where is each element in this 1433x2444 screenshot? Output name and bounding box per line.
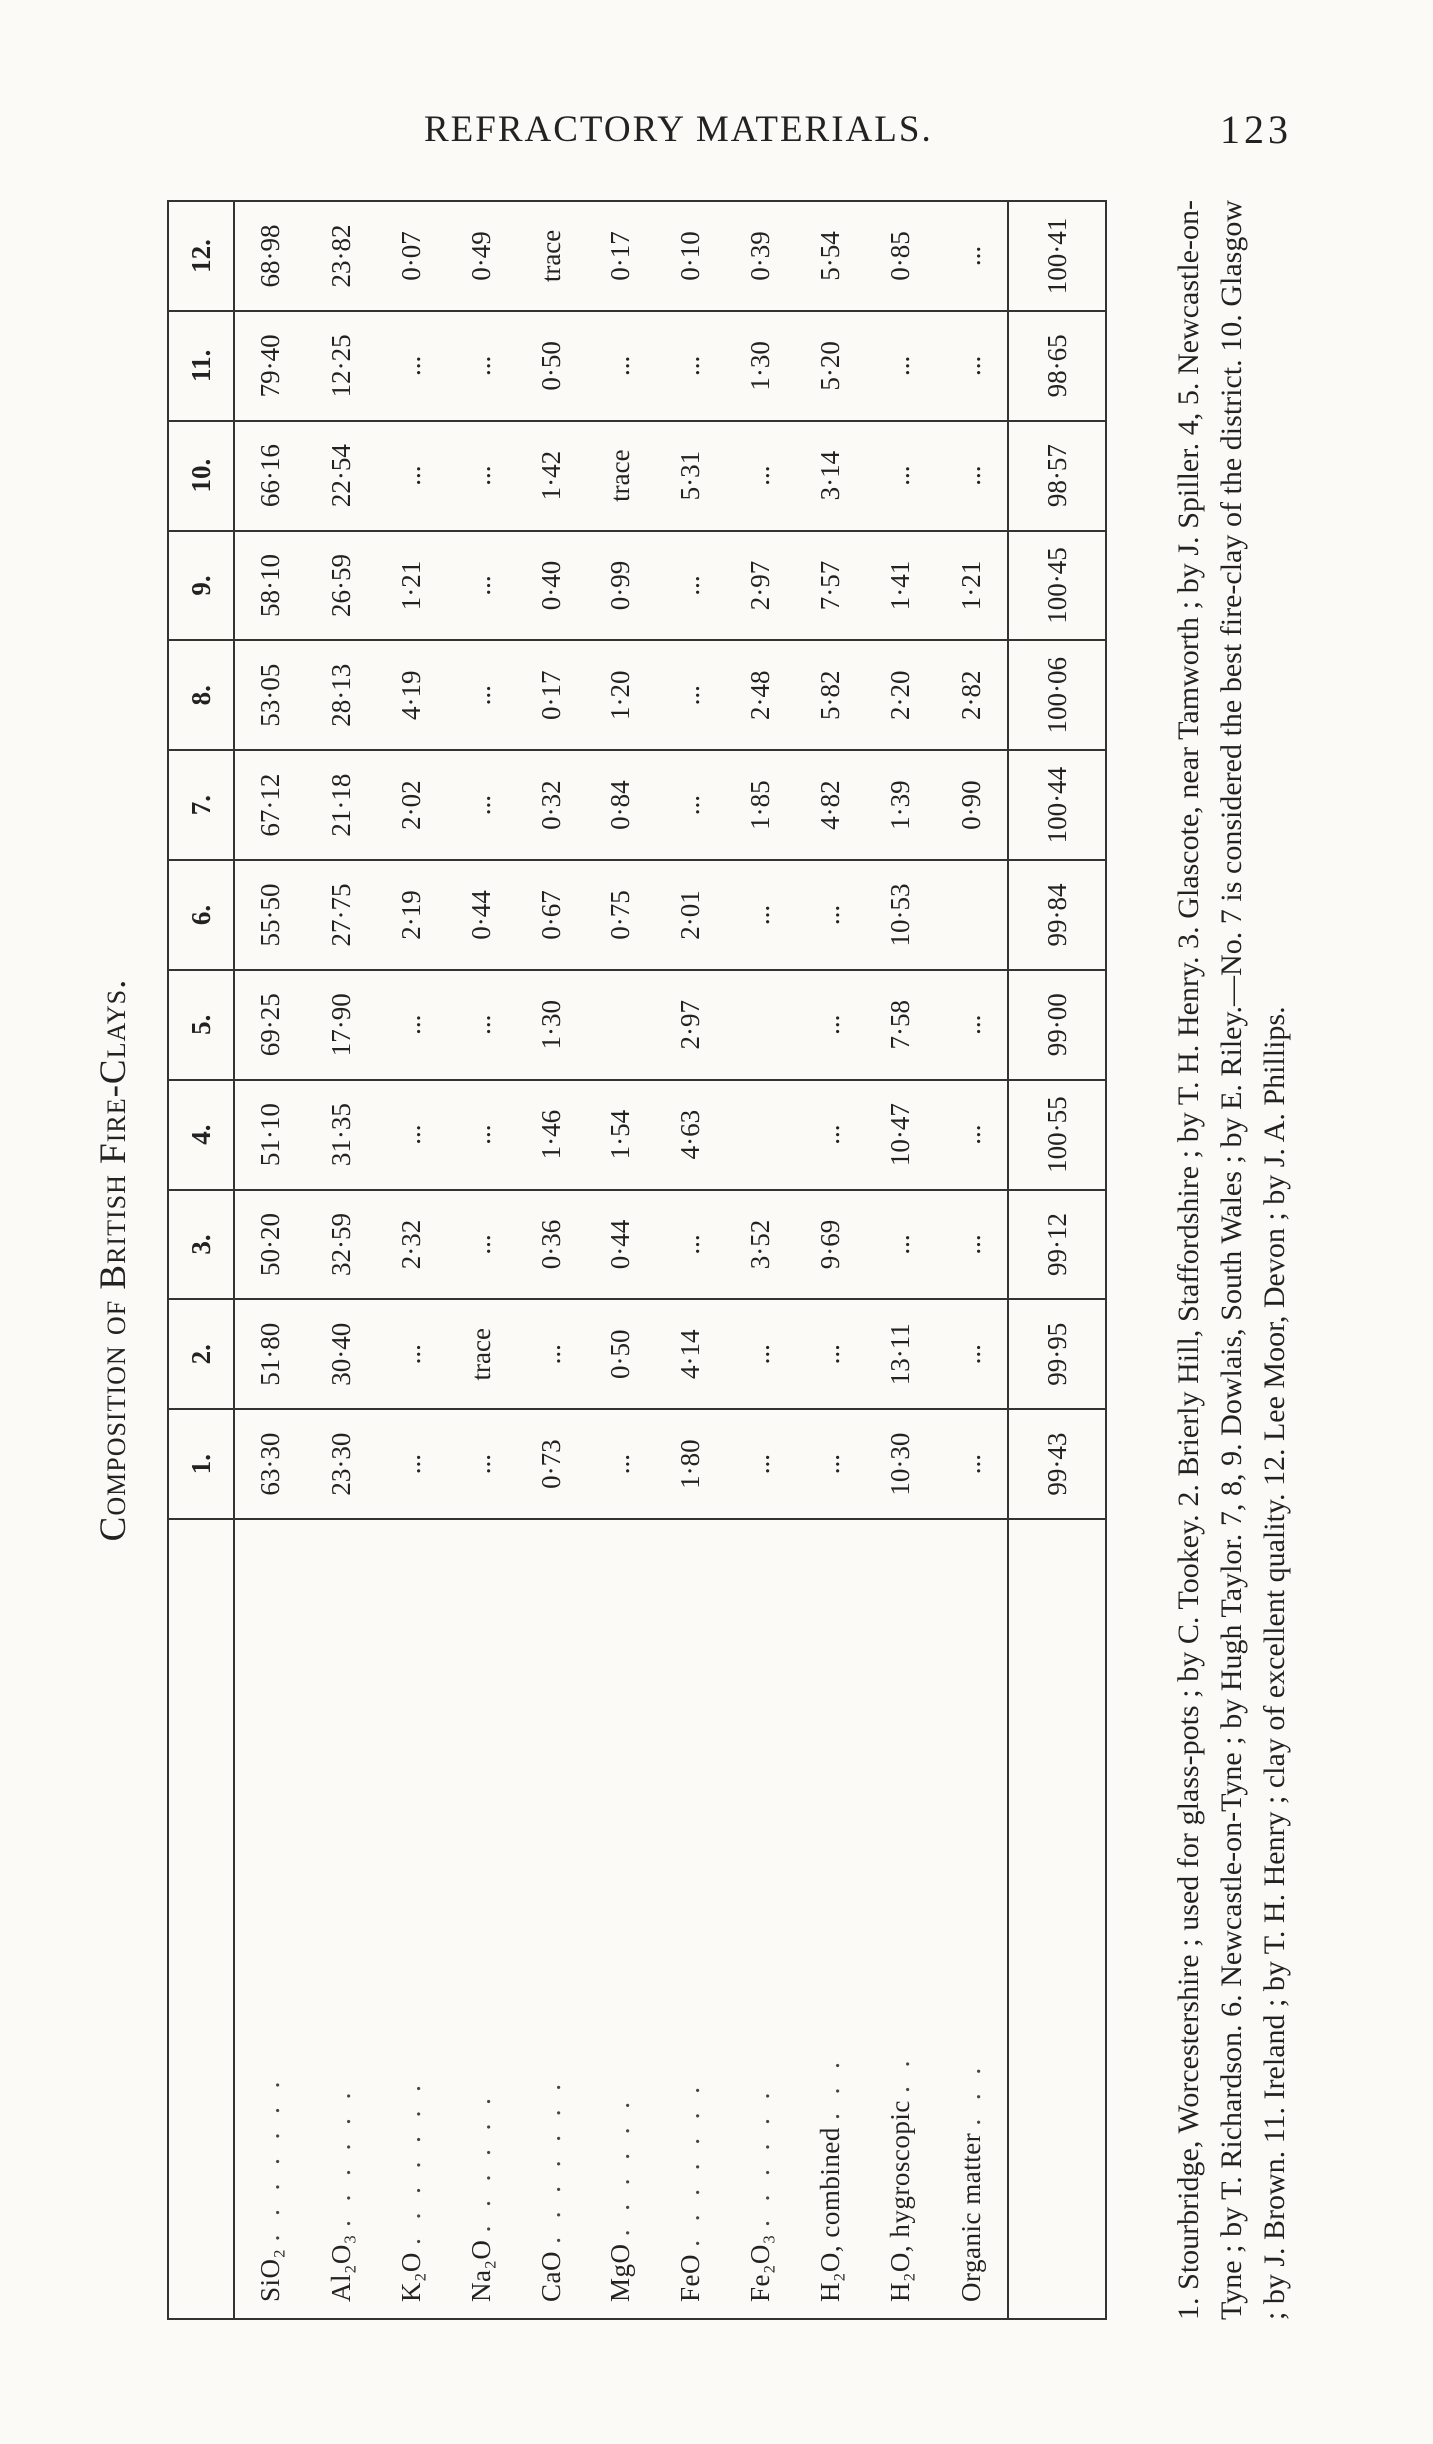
value-cell: 5·20 [796,311,866,421]
value-cell: 58·10 [234,531,306,641]
dot-leader: . . [885,2054,916,2093]
total-cell: 99·43 [1008,1409,1106,1519]
value-cell: ... [726,860,796,970]
value-cell: ... [446,750,516,860]
row-label-text: Al₂O₃ [325,2234,356,2302]
value-cell [726,970,796,1080]
table-row [936,201,1008,2319]
column-header: 2. [168,1299,234,1409]
row-label [306,1519,376,2319]
value-cell: 2·20 [866,640,936,750]
value-cell: 4·82 [796,750,866,860]
value-cell: trace [446,1299,516,1409]
dot-leader: . . . . . . . [395,2079,426,2245]
value-cell: 0·90 [936,750,1008,860]
value-cell: 30·40 [306,1299,376,1409]
value-cell: 1·42 [516,421,586,531]
value-cell: 55·50 [234,860,306,970]
table-row [726,201,796,2319]
value-cell: ... [796,1409,866,1519]
value-cell: 4·63 [656,1080,726,1190]
value-cell: 0·10 [656,201,726,311]
total-cell: 99·95 [1008,1299,1106,1409]
value-cell: 1·46 [516,1080,586,1190]
value-cell: 0·50 [516,311,586,421]
value-cell: ... [656,531,726,641]
value-cell: 1·21 [376,531,446,641]
dot-leader: . . . . . . . [255,2075,286,2242]
footnotes: 1. Stourbridge, Worcestershire ; used for glass-pots ; by C. Tookey. 2. Brierly Hill, Staffordshire ; by T. H. Henry. 3. Glascote, near Tamworth ; by J. Spiller. 4, 5. Newcastle-on-Tyne ; by T. Richardson. 6. Newcastle-on-Tyne ; by Hugh Taylor. 7, 8, 9. Dowlais, South Wales ; by E. Riley.—No. 7 is considered the best fire-clay of the district. 10. Glasgow ; by J. Brown. 11. Ireland ; by T. H. Henry ; clay of excellent quality. 12. Lee Moor, Devon ; by J. A. Phillips. [1172,200,1291,2320]
value-cell: 10·30 [866,1409,936,1519]
value-cell: 0·40 [516,531,586,641]
table-row [796,201,866,2319]
value-cell: ... [376,421,446,531]
row-label-text: FeO [675,2254,706,2302]
value-cell: 3·14 [796,421,866,531]
value-cell: ... [446,1080,516,1190]
dot-leader: . . . . . . . [675,2081,706,2247]
value-cell: ... [726,1299,796,1409]
value-cell: 0·44 [586,1190,656,1300]
value-cell: 10·53 [866,860,936,970]
row-label [726,1519,796,2319]
value-cell: 50·20 [234,1190,306,1300]
total-cell: 99·84 [1008,860,1106,970]
value-cell: ... [376,311,446,421]
column-header: 4. [168,1080,234,1190]
value-cell: 2·32 [376,1190,446,1300]
value-cell: 0·07 [376,201,446,311]
column-header: 7. [168,750,234,860]
header-label-cell [168,1519,234,2319]
table-row [234,201,306,2319]
value-cell: ... [656,311,726,421]
value-cell: 51·80 [234,1299,306,1409]
value-cell: 13·11 [866,1299,936,1409]
value-cell: 2·48 [726,640,796,750]
value-cell: ... [936,201,1008,311]
row-label [796,1519,866,2319]
row-label-text: CaO [535,2251,566,2302]
row-label [866,1519,936,2319]
rotated-table-block [92,200,1392,2320]
value-cell: ... [446,421,516,531]
value-cell: 0·39 [726,201,796,311]
table-row [866,201,936,2319]
value-cell: ... [586,311,656,421]
value-cell: 0·44 [446,860,516,970]
value-cell [586,970,656,1080]
dot-leader: . . . . . . . [535,2078,566,2244]
value-cell: ... [796,1080,866,1190]
value-cell: 5·54 [796,201,866,311]
dot-leader: . . . . . . [745,2086,776,2227]
total-cell: 100·44 [1008,750,1106,860]
row-label [936,1519,1008,2319]
dot-leader: . . . . . . [465,2092,496,2233]
value-cell: ... [726,421,796,531]
table-row [656,201,726,2319]
value-cell: 66·16 [234,421,306,531]
value-cell: 1·54 [586,1080,656,1190]
row-label-text: H₂O, combined [815,2127,846,2302]
table-row [376,201,446,2319]
value-cell: 0·85 [866,201,936,311]
value-cell: 0·32 [516,750,586,860]
value-cell: 3·52 [726,1190,796,1300]
value-cell: 26·59 [306,531,376,641]
totals-row [1008,201,1106,2319]
value-cell: ... [866,311,936,421]
row-label [516,1519,586,2319]
value-cell: 7·57 [796,531,866,641]
value-cell: 0·75 [586,860,656,970]
value-cell: ... [656,640,726,750]
value-cell: 7·58 [866,970,936,1080]
table-row [446,201,516,2319]
value-cell: ... [656,750,726,860]
value-cell: 4·19 [376,640,446,750]
value-cell: 67·12 [234,750,306,860]
total-cell: 98·65 [1008,311,1106,421]
total-cell: 98·57 [1008,421,1106,531]
dot-leader: . . . [815,2056,846,2120]
value-cell: 79·40 [234,311,306,421]
value-cell: ... [376,1080,446,1190]
value-cell: 0·49 [446,201,516,311]
value-cell: ... [866,1190,936,1300]
value-cell: 5·82 [796,640,866,750]
total-cell: 100·45 [1008,531,1106,641]
value-cell: 1·30 [516,970,586,1080]
value-cell: ... [376,1409,446,1519]
table-row [306,201,376,2319]
row-label-text: MgO [605,2243,636,2302]
value-cell: 2·02 [376,750,446,860]
row-label-text: K₂O [395,2252,426,2302]
table-row [516,201,586,2319]
composition-table [167,200,1107,2320]
value-cell: trace [586,421,656,531]
dot-leader: . . . . . . [605,2095,636,2237]
row-label-text: H₂O, hygroscopic [885,2100,916,2302]
value-cell: 17·90 [306,970,376,1080]
value-cell: ... [446,531,516,641]
totals-label-cell [1008,1519,1106,2319]
row-label [376,1519,446,2319]
table-row [586,201,656,2319]
value-cell: ... [936,1190,1008,1300]
value-cell: ... [936,311,1008,421]
value-cell: ... [936,970,1008,1080]
column-header: 8. [168,640,234,750]
value-cell: ... [446,311,516,421]
value-cell: ... [796,970,866,1080]
value-cell: 1·30 [726,311,796,421]
row-label-text: Organic matter [955,2132,986,2302]
value-cell: 31·35 [306,1080,376,1190]
value-cell [726,1080,796,1190]
value-cell: 1·39 [866,750,936,860]
value-cell: 22·54 [306,421,376,531]
value-cell: ... [936,1409,1008,1519]
value-cell: 2·82 [936,640,1008,750]
value-cell: 12·25 [306,311,376,421]
row-label [234,1519,306,2319]
value-cell: 1·85 [726,750,796,860]
table-title: Composition of British Fire-Clays. [93,978,134,1542]
value-cell: 5·31 [656,421,726,531]
value-cell: 32·59 [306,1190,376,1300]
column-header: 9. [168,531,234,641]
value-cell: ... [656,1190,726,1300]
value-cell: 28·13 [306,640,376,750]
value-cell: 0·73 [516,1409,586,1519]
value-cell: 2·97 [726,531,796,641]
row-label-text: Fe₂O₃ [745,2234,776,2302]
value-cell: 1·21 [936,531,1008,641]
value-cell: 1·41 [866,531,936,641]
value-cell: 1·80 [656,1409,726,1519]
column-header: 6. [168,860,234,970]
column-header: 3. [168,1190,234,1300]
value-cell: 0·50 [586,1299,656,1409]
value-cell: 4·14 [656,1299,726,1409]
column-header: 1. [168,1409,234,1519]
value-cell: ... [446,970,516,1080]
column-header: 12. [168,201,234,311]
column-header: 5. [168,970,234,1080]
row-label [446,1519,516,2319]
table-body [234,201,1106,2319]
value-cell: 68·98 [234,201,306,311]
value-cell: ... [446,1190,516,1300]
value-cell: ... [726,1409,796,1519]
row-label [656,1519,726,2319]
value-cell: ... [796,860,866,970]
total-cell: 100·06 [1008,640,1106,750]
value-cell: ... [936,1299,1008,1409]
value-cell: ... [376,970,446,1080]
value-cell: 23·82 [306,201,376,311]
value-cell: 0·17 [516,640,586,750]
value-cell: 53·05 [234,640,306,750]
value-cell: ... [866,421,936,531]
value-cell: 0·99 [586,531,656,641]
value-cell: ... [446,640,516,750]
value-cell [936,860,1008,970]
value-cell: ... [516,1299,586,1409]
page-number: 123 [1220,107,1292,152]
row-label-text: SiO₂ [255,2248,286,2302]
total-cell: 100·41 [1008,201,1106,311]
value-cell: ... [376,1299,446,1409]
value-cell: 0·84 [586,750,656,860]
value-cell: 2·97 [656,970,726,1080]
value-cell: 1·20 [586,640,656,750]
value-cell: 0·17 [586,201,656,311]
value-cell: 27·75 [306,860,376,970]
value-cell: 2·19 [376,860,446,970]
value-cell: ... [796,1299,866,1409]
row-label-text: Na₂O [465,2239,496,2302]
value-cell: 21·18 [306,750,376,860]
value-cell: ... [936,421,1008,531]
header-row [168,201,234,2319]
column-header: 11. [168,311,234,421]
value-cell: ... [586,1409,656,1519]
dot-leader: . . . . . . [325,2086,356,2227]
value-cell: 0·36 [516,1190,586,1300]
value-cell: ... [446,1409,516,1519]
value-cell: 51·10 [234,1080,306,1190]
total-cell: 99·12 [1008,1190,1106,1300]
value-cell: trace [516,201,586,311]
value-cell: ... [936,1080,1008,1190]
total-cell: 99·00 [1008,970,1106,1080]
total-cell: 100·55 [1008,1080,1106,1190]
value-cell: 10·47 [866,1080,936,1190]
value-cell: 63·30 [234,1409,306,1519]
value-cell: 23·30 [306,1409,376,1519]
dot-leader: . . . [955,2061,986,2126]
value-cell: 69·25 [234,970,306,1080]
row-label [586,1519,656,2319]
running-head: REFRACTORY MATERIALS. [424,109,933,150]
value-cell: 0·67 [516,860,586,970]
value-cell: 9·69 [796,1190,866,1300]
column-header: 10. [168,421,234,531]
value-cell: 2·01 [656,860,726,970]
